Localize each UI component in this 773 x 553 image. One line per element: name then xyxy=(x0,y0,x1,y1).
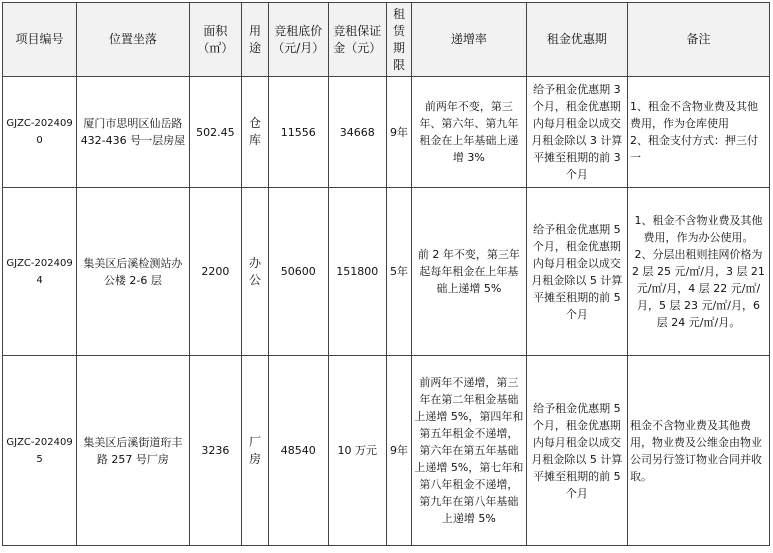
cell-term: 9年 xyxy=(386,356,411,546)
header-location: 位置坐落 xyxy=(77,3,190,77)
cell-remark: 1、租金不含物业费及其他费用，作为仓库使用 2、租金支付方式：押三付一 xyxy=(628,77,770,188)
cell-base-price: 48540 xyxy=(269,356,328,546)
cell-location: 厦门市思明区仙岳路 432-436 号一层房屋 xyxy=(77,77,190,188)
cell-discount: 给予租金优惠期 3 个月，租金优惠期内每月租金以成交月租金除以 3 计算平摊至租期的前 3 个月 xyxy=(526,77,627,188)
cell-area: 2200 xyxy=(189,188,241,356)
cell-deposit: 151800 xyxy=(328,188,386,356)
cell-discount: 给予租金优惠期 5 个月，租金优惠期内每月租金以成交月租金除以 5 计算平摊至租期的前 5 个月 xyxy=(526,356,627,546)
cell-use: 厂房 xyxy=(241,356,268,546)
cell-deposit: 34668 xyxy=(328,77,386,188)
cell-area: 502.45 xyxy=(189,77,241,188)
table-row xyxy=(3,356,770,546)
cell-deposit: 10 万元 xyxy=(328,356,386,546)
cell-base-price: 11556 xyxy=(269,77,328,188)
cell-increase: 前 2 年不变，第三年起每年租金在上年基础上递增 5% xyxy=(412,188,527,356)
header-base-price: 竞租底价（元/月） xyxy=(269,3,328,77)
cell-location: 集美区后溪检测站办公楼 2-6 层 xyxy=(77,188,190,356)
lease-table xyxy=(2,2,770,546)
cell-use: 办公 xyxy=(241,188,268,356)
header-use: 用途 xyxy=(241,3,268,77)
cell-remark: 租金不含物业费及其他费用，物业费及公维金由物业公司另行签订物业合同并收取。 xyxy=(628,356,770,546)
header-row xyxy=(3,3,770,77)
cell-id: GJZC-2024090 xyxy=(3,77,77,188)
header-id: 项目编号 xyxy=(3,3,77,77)
header-remark: 备注 xyxy=(628,3,770,77)
cell-use: 仓库 xyxy=(241,77,268,188)
cell-discount: 给予租金优惠期 5 个月，租金优惠期内每月租金以成交月租金除以 5 计算平摊至租期的前 5 个月 xyxy=(526,188,627,356)
header-increase: 递增率 xyxy=(412,3,527,77)
table-row xyxy=(3,188,770,356)
cell-increase: 前两年不递增，第三年在第二年租金基础上递增 5%，第四年和第五年租金不递增，第六年在第五年基础上递增 5%，第七年和第八年租金不递增，第九年在第八年基础上递增 5% xyxy=(412,356,527,546)
cell-id: GJZC-2024094 xyxy=(3,188,77,356)
cell-term: 9年 xyxy=(386,77,411,188)
cell-term: 5年 xyxy=(386,188,411,356)
header-discount: 租金优惠期 xyxy=(526,3,627,77)
cell-increase: 前两年不变，第三年、第六年、第九年租金在上年基础上递增 3% xyxy=(412,77,527,188)
header-term: 租赁期限 xyxy=(386,3,411,77)
header-area: 面积（㎡） xyxy=(189,3,241,77)
cell-location: 集美区后溪街道珩丰路 257 号厂房 xyxy=(77,356,190,546)
cell-remark: 1、租金不含物业费及其他费用，作为办公使用。 2、分层出租则挂网价格为 2 层 25 元/㎡/月，3 层 21 元/㎡/月，4 层 22 元/㎡/月，5 层 23 元/㎡/月，6 层 24 元/㎡/月。 xyxy=(628,188,770,356)
header-deposit: 竞租保证金（元） xyxy=(328,3,386,77)
table-row xyxy=(3,77,770,188)
cell-id: GJZC-2024095 xyxy=(3,356,77,546)
cell-base-price: 50600 xyxy=(269,188,328,356)
cell-area: 3236 xyxy=(189,356,241,546)
